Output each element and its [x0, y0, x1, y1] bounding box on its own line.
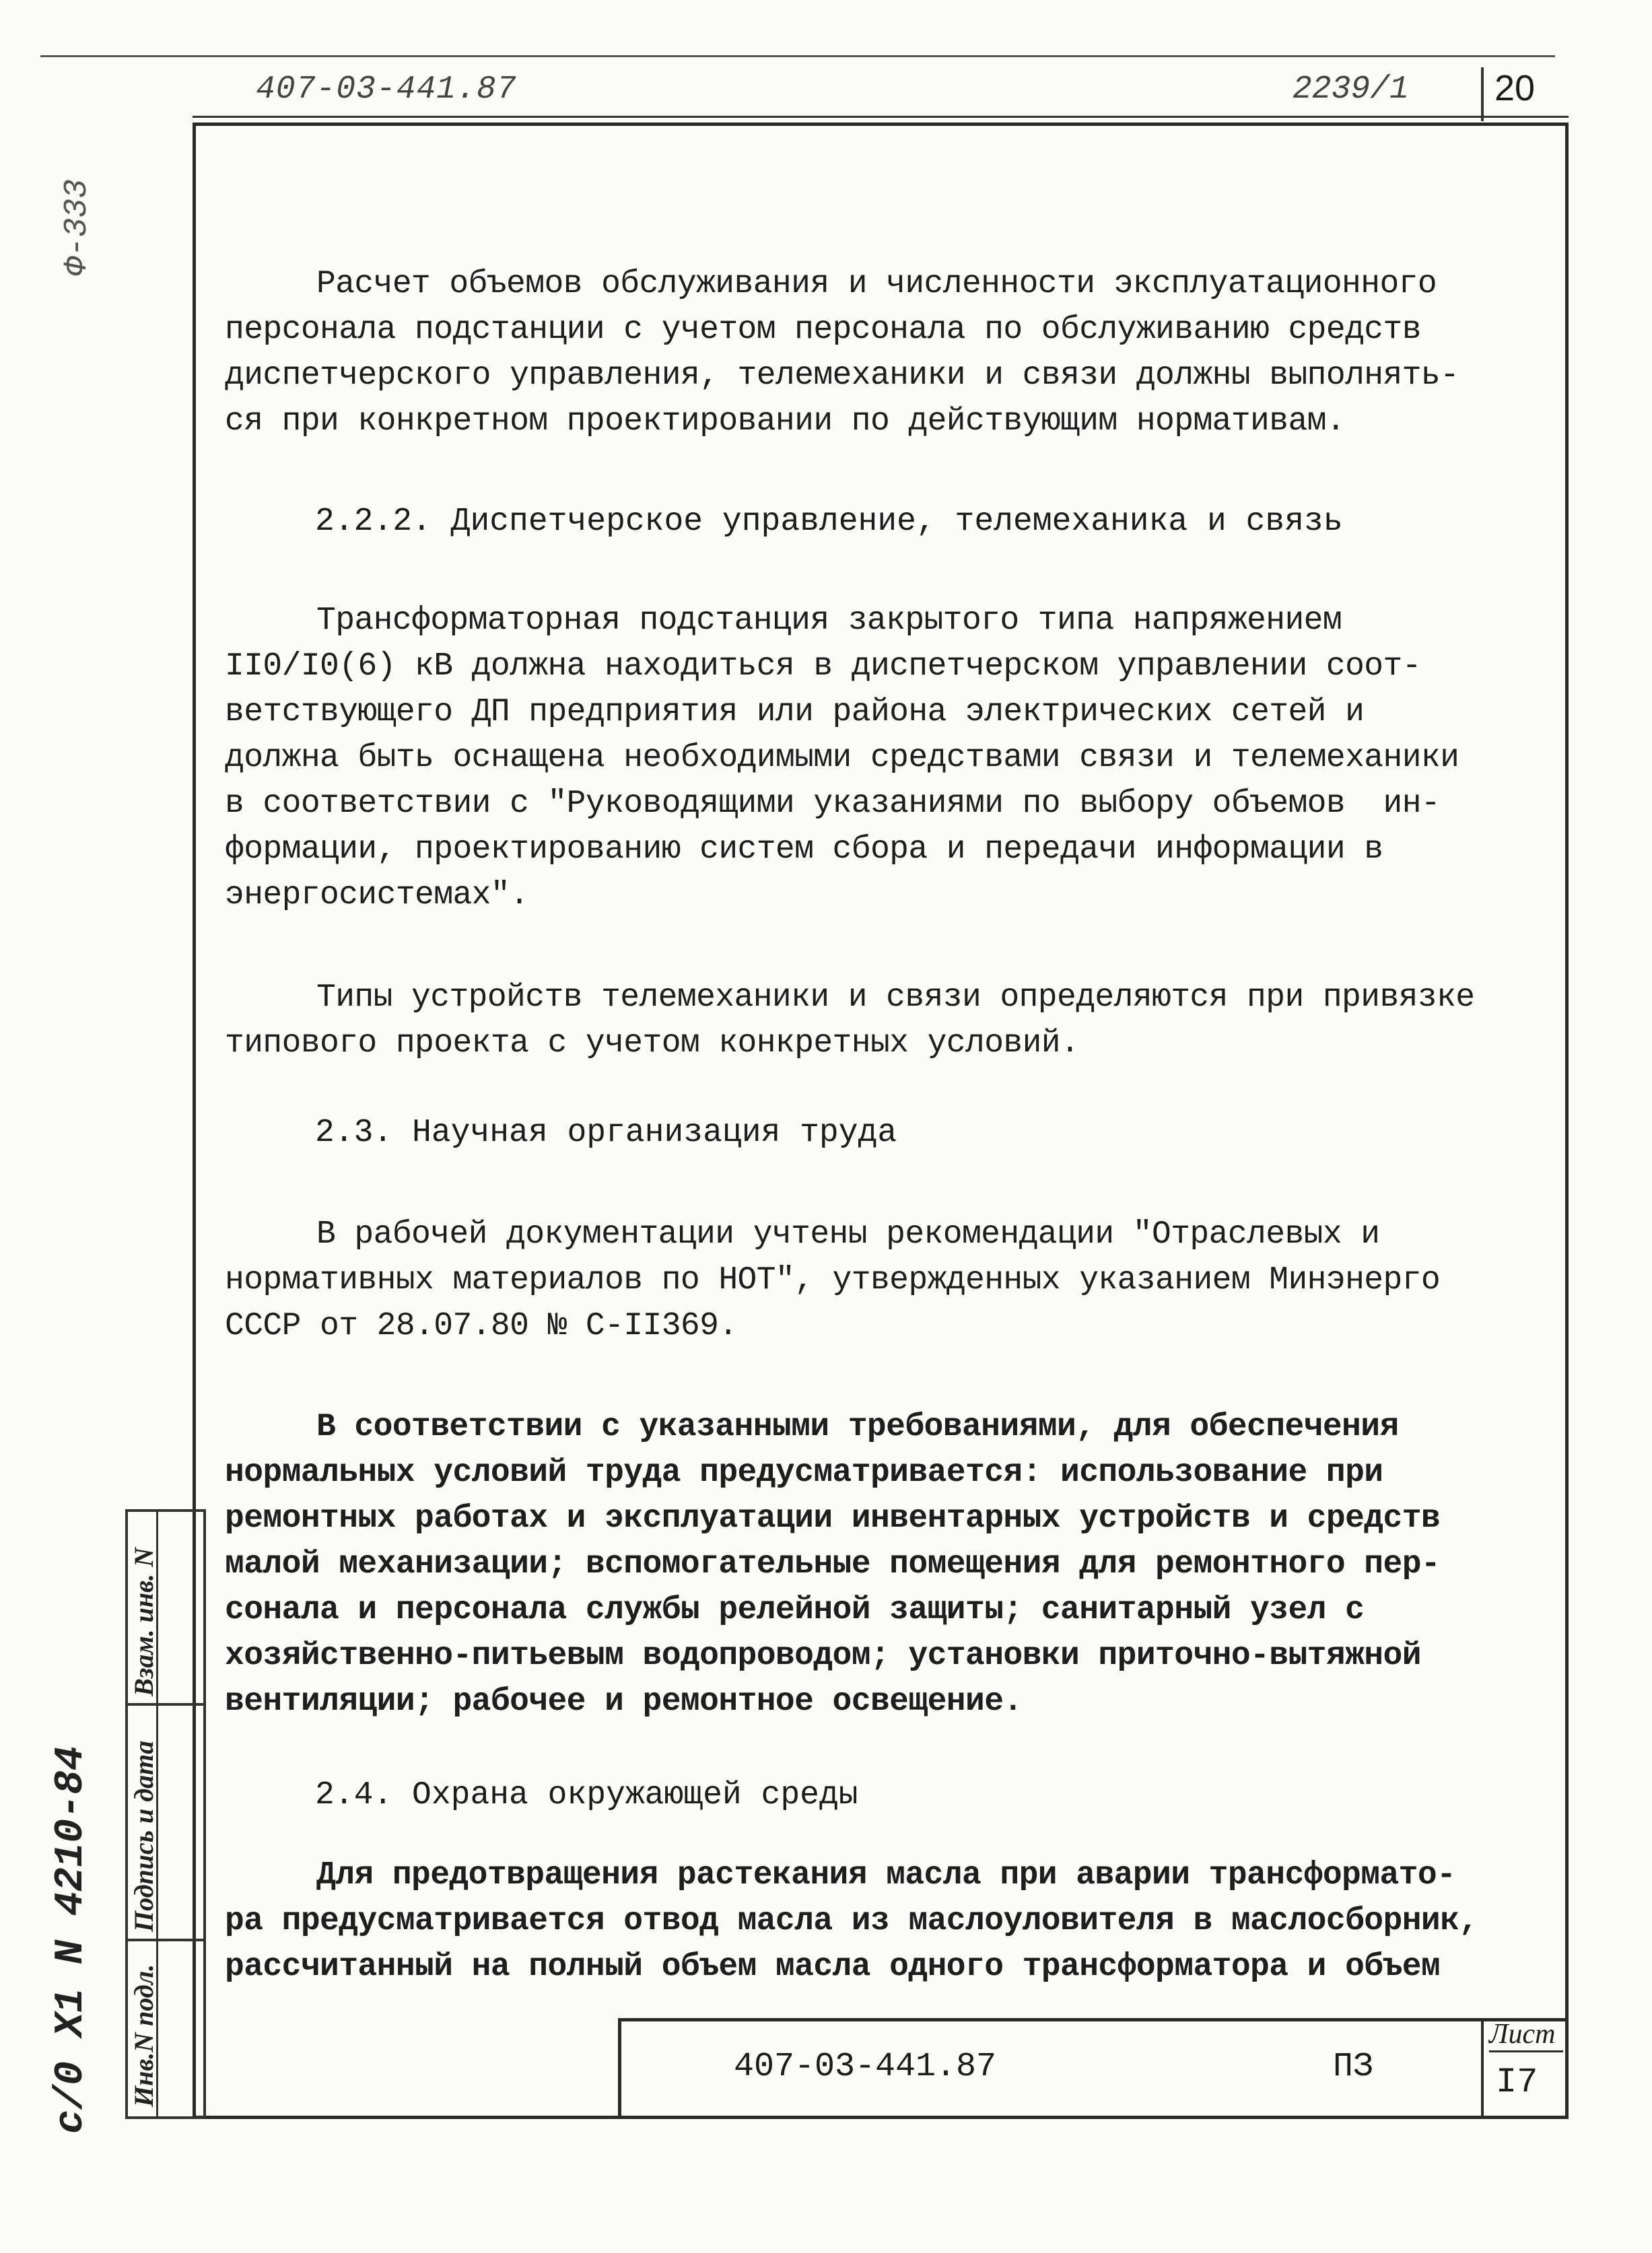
header-page-number: 20	[1481, 67, 1548, 121]
text-line: нормативных материалов по НОТ", утвержденных указанием Минэнерго	[225, 1262, 1441, 1298]
frame-top-rule	[193, 116, 1569, 118]
margin-archive-note: с/0 Х1 N 4210-84	[48, 1745, 94, 2134]
stamp-label-signature: Подпись и дата	[129, 1740, 159, 1932]
header-code: 407-03-441.87	[256, 71, 517, 108]
text-line: должна быть оснащена необходимыми средствами связи и телемеханики	[225, 740, 1459, 776]
text-line: типового проекта с учетом конкретных условий.	[225, 1025, 1080, 1062]
text-line: Для предотвращения растекания масла при аварии трансформато-	[316, 1857, 1456, 1894]
sheet-label: Лист	[1489, 2018, 1563, 2052]
text-line: Расчет объемов обслуживания и численности эксплуатационного	[316, 266, 1437, 302]
header-rule	[40, 55, 1555, 57]
text-line: В рабочей документации учтены рекомендации "Отраслевых и	[316, 1216, 1380, 1253]
section-heading-2-3: 2.3. Научная организация труда	[315, 1115, 897, 1151]
text-line: ремонтных работах и эксплуатации инвентарных устройств и средств	[225, 1500, 1441, 1537]
margin-vertical-note: Ф-333	[59, 178, 96, 276]
text-line: малой механизации; вспомогательные помещения для ремонтного пер-	[225, 1546, 1441, 1583]
text-line: рассчитанный на полный объем масла одного трансформатора и объем	[225, 1949, 1441, 1985]
text-line: диспетчерского управления, телемеханики и связи должны выполнять-	[225, 357, 1459, 394]
text-line: хозяйственно-питьевым водопроводом; установки приточно-вытяжной	[225, 1638, 1421, 1674]
stamp-label-inv: Инв.N подл.	[129, 1964, 159, 2107]
text-line: сонала и персонала службы релейной защиты; санитарный узел с	[225, 1592, 1365, 1628]
text-line: В соответствии с указанными требованиями, для обеспечения	[316, 1409, 1399, 1445]
title-block-doc-type: ПЗ	[1333, 2048, 1374, 2086]
text-line: ся при конкретном проектировании по действующим нормативам.	[225, 403, 1346, 440]
header-inventory: 2239/1	[1293, 71, 1409, 108]
stamp-label-replace: Взам. инв. N	[129, 1548, 159, 1696]
section-heading-2-4: 2.4. Охрана окружающей среды	[315, 1777, 858, 1813]
sheet-number: I7	[1496, 2063, 1538, 2102]
text-line: формации, проектированию систем сбора и передачи информации в	[225, 831, 1383, 868]
margin-stamp-rule	[125, 1703, 206, 1706]
text-line: в соответствии с "Руководящими указаниями по выбору объемов ин-	[225, 786, 1441, 822]
text-line: СССР от 28.07.80 № С-II369.	[225, 1308, 738, 1344]
section-heading-2-2-2: 2.2.2. Диспетчерское управление, телемеханика и связь	[315, 504, 1343, 540]
text-line: Типы устройств телемеханики и связи определяются при привязке	[316, 979, 1475, 1016]
text-line: II0/I0(6) кВ должна находиться в диспетчерском управлении соот-	[225, 648, 1421, 685]
text-line: вентиляции; рабочее и ремонтное освещение.	[225, 1684, 1023, 1720]
text-line: ра предусматривается отвод масла из маслоуловителя в маслосборник,	[225, 1903, 1478, 1939]
text-line: энергосистемах".	[225, 877, 529, 913]
text-line: ветствующего ДП предприятия или района электрических сетей и	[225, 694, 1365, 730]
title-block-code: 407-03-441.87	[734, 2048, 997, 2086]
text-line: персонала подстанции с учетом персонала по обслуживанию средств	[225, 312, 1421, 348]
margin-stamp-rule	[125, 1939, 206, 1941]
text-line: Трансформаторная подстанция закрытого типа напряжением	[316, 602, 1342, 639]
text-line: нормальных условий труда предусматривается: использование при	[225, 1455, 1383, 1491]
